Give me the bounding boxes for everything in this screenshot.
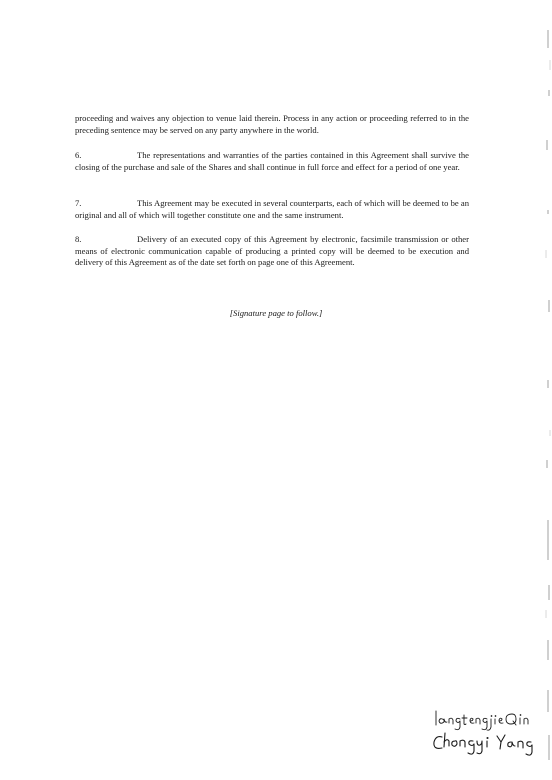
paragraph-number: 6. bbox=[75, 150, 82, 160]
signature-page-note: [Signature page to follow.] bbox=[229, 308, 323, 318]
paragraph-number: 7. bbox=[75, 198, 82, 208]
paragraph-number: 8. bbox=[75, 234, 82, 244]
handwritten-signature bbox=[430, 705, 540, 765]
paragraph-7 bbox=[75, 198, 469, 221]
paragraph-text: The representations and warranties of the parties contained in this Agreement shall survive the closing of the purchase and sale of the Shares and shall continue in full force and effect for a period of one year. bbox=[75, 150, 469, 172]
paragraph-text: Delivery of an executed copy of this Agreement by electronic, facsimile transmission or other means of electronic communication capable of producing a printed copy will be deemed to be execution and delivery of this Agreement as of the date set forth on page one of this Agreement. bbox=[75, 234, 469, 268]
paragraph-text: proceeding and waives any objection to venue laid therein. Process in any action or proceeding referred to in the preceding sentence may be served on any party anywhere in the world. bbox=[75, 113, 469, 135]
scan-edge-artifact bbox=[538, 0, 552, 780]
paragraph-8 bbox=[75, 234, 469, 269]
paragraph-text: This Agreement may be executed in several counterparts, each of which will be deemed to be an original and all of which will together constitute one and the same instrument. bbox=[75, 198, 469, 220]
paragraph-6 bbox=[75, 150, 469, 173]
paragraph-continued bbox=[75, 113, 469, 136]
